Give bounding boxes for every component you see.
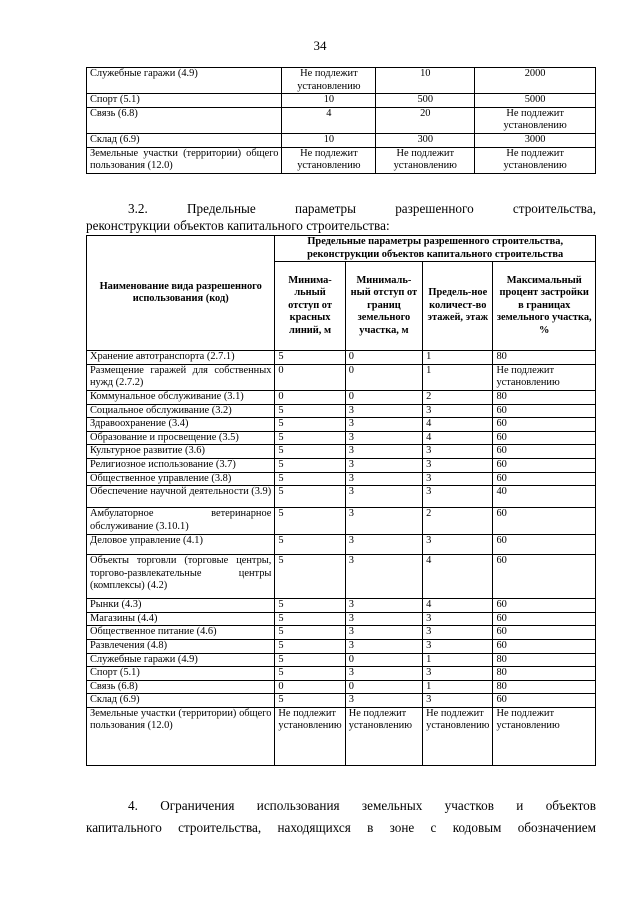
row-value-cell: 60 — [493, 639, 596, 653]
table-row — [87, 653, 596, 667]
row-value-cell: 1 — [423, 680, 493, 694]
row-value-cell: 4 — [423, 418, 493, 432]
construction-parameters-table — [86, 235, 596, 766]
row-value-cell: 3 — [423, 486, 493, 508]
table-row — [87, 351, 596, 365]
row-value-cell: 3 — [423, 445, 493, 459]
row-value-cell: 2000 — [475, 68, 596, 94]
row-value-cell: 3 — [345, 404, 422, 418]
row-value-cell: 3 — [423, 639, 493, 653]
row-value-cell: 60 — [493, 599, 596, 613]
row-name-cell: Социальное обслуживание (3.2) — [87, 404, 275, 418]
row-name-cell: Образование и просвещение (3.5) — [87, 431, 275, 445]
row-value-cell: Не подлежит установлению — [275, 707, 345, 765]
row-name-cell: Спорт (5.1) — [87, 667, 275, 681]
row-value-cell: 5 — [275, 404, 345, 418]
row-name-cell: Склад (6.9) — [87, 694, 275, 708]
row-name-cell: Земельные участки (территории) общего пользования (12.0) — [87, 707, 275, 765]
row-value-cell: 5 — [275, 445, 345, 459]
row-value-cell: 5 — [275, 418, 345, 432]
row-value-cell: 300 — [376, 133, 475, 147]
table-row — [87, 639, 596, 653]
row-value-cell: Не подлежит установлению — [282, 68, 376, 94]
table-row — [87, 599, 596, 613]
section-4-text — [86, 795, 596, 839]
header-boundary-setback: Минималь-ный отступ от границ земельного участка, м — [345, 262, 422, 351]
header-max-coverage: Максимальный процент застройки в границах земельного участка, % — [493, 262, 596, 351]
row-value-cell: 0 — [345, 680, 422, 694]
row-value-cell: Не подлежит установлению — [345, 707, 422, 765]
row-value-cell: 60 — [493, 431, 596, 445]
row-value-cell: 60 — [493, 418, 596, 432]
table-row — [87, 445, 596, 459]
row-name-cell: Здравоохранение (3.4) — [87, 418, 275, 432]
row-value-cell: 60 — [493, 445, 596, 459]
row-value-cell: 4 — [423, 599, 493, 613]
row-value-cell: 5 — [275, 431, 345, 445]
row-value-cell: 5 — [275, 694, 345, 708]
row-value-cell: 80 — [493, 653, 596, 667]
table-row — [87, 626, 596, 640]
section-3-2-line1: 3.2. Предельные параметры разрешенного строительства, — [128, 201, 596, 216]
row-value-cell: 3 — [423, 458, 493, 472]
table-row — [87, 94, 596, 108]
row-value-cell: 4 — [423, 555, 493, 599]
table-row — [87, 404, 596, 418]
row-name-cell: Размещение гаражей для собственных нужд (2.7.2) — [87, 364, 275, 390]
row-name-cell: Объекты торговли (торговые центры, торгово-развлекательные центры (комплексы) (4.2) — [87, 555, 275, 599]
table-row — [87, 667, 596, 681]
row-value-cell: 3 — [423, 694, 493, 708]
row-value-cell: 0 — [275, 364, 345, 390]
row-value-cell: 3 — [345, 431, 422, 445]
row-name-cell: Коммунальное обслуживание (3.1) — [87, 390, 275, 404]
row-name-cell: Развлечения (4.8) — [87, 639, 275, 653]
row-value-cell: 0 — [345, 653, 422, 667]
row-value-cell: 0 — [345, 390, 422, 404]
row-name-cell: Деловое управление (4.1) — [87, 535, 275, 555]
row-value-cell: 20 — [376, 107, 475, 133]
row-value-cell: 3 — [423, 472, 493, 486]
row-value-cell: 3 — [345, 418, 422, 432]
row-value-cell: 3 — [345, 626, 422, 640]
row-value-cell: 10 — [376, 68, 475, 94]
section-3-2-line2: реконструкции объектов капитального строительства: — [86, 218, 390, 233]
section-4-line1: 4. Ограничения использования земельных участков и объектов — [128, 798, 596, 813]
row-name-cell: Спорт (5.1) — [87, 94, 282, 108]
row-value-cell: 5 — [275, 472, 345, 486]
row-value-cell: 5 — [275, 486, 345, 508]
header-red-line-setback: Минима-льный отступ от красных линий, м — [275, 262, 345, 351]
table-row — [87, 472, 596, 486]
row-value-cell: 40 — [493, 486, 596, 508]
row-value-cell: 5 — [275, 612, 345, 626]
table-row — [87, 508, 596, 535]
row-value-cell: 3 — [345, 612, 422, 626]
row-value-cell: 60 — [493, 555, 596, 599]
row-value-cell: 80 — [493, 390, 596, 404]
row-value-cell: 0 — [275, 390, 345, 404]
row-name-cell: Земельные участки (территории) общего пользования (12.0) — [87, 147, 282, 173]
page-number: 34 — [313, 38, 327, 53]
row-value-cell: 4 — [423, 431, 493, 445]
row-value-cell: 3 — [345, 694, 422, 708]
row-value-cell: Не подлежит установлению — [282, 147, 376, 173]
row-name-cell: Служебные гаражи (4.9) — [87, 68, 282, 94]
row-value-cell: 5 — [275, 639, 345, 653]
row-value-cell: 3 — [345, 555, 422, 599]
row-value-cell: 60 — [493, 626, 596, 640]
row-value-cell: 80 — [493, 351, 596, 365]
row-name-cell: Религиозное использование (3.7) — [87, 458, 275, 472]
row-value-cell: 3 — [423, 612, 493, 626]
row-value-cell: 3 — [345, 472, 422, 486]
row-value-cell: 5000 — [475, 94, 596, 108]
row-name-cell: Хранение автотранспорта (2.7.1) — [87, 351, 275, 365]
row-value-cell: 0 — [345, 364, 422, 390]
row-value-cell: 4 — [282, 107, 376, 133]
section-3-2-heading — [86, 200, 596, 234]
row-value-cell: 0 — [275, 680, 345, 694]
row-value-cell: 5 — [275, 351, 345, 365]
row-value-cell: 1 — [423, 351, 493, 365]
row-value-cell: Не подлежит установлению — [475, 147, 596, 173]
row-value-cell: 3 — [345, 639, 422, 653]
row-value-cell: 5 — [275, 508, 345, 535]
row-value-cell: 5 — [275, 626, 345, 640]
row-value-cell: 5 — [275, 458, 345, 472]
row-value-cell: Не подлежит установлению — [493, 707, 596, 765]
row-value-cell: 80 — [493, 680, 596, 694]
row-value-cell: Не подлежит установлению — [376, 147, 475, 173]
table-row — [87, 147, 596, 173]
row-value-cell: 3 — [423, 535, 493, 555]
row-value-cell: 60 — [493, 508, 596, 535]
row-value-cell: 1 — [423, 653, 493, 667]
row-name-cell: Общественное питание (4.6) — [87, 626, 275, 640]
row-value-cell: 60 — [493, 404, 596, 418]
row-value-cell: Не подлежит установлению — [493, 364, 596, 390]
row-value-cell: 3000 — [475, 133, 596, 147]
row-value-cell: 3 — [423, 404, 493, 418]
row-value-cell: 3 — [345, 486, 422, 508]
row-value-cell: 60 — [493, 472, 596, 486]
row-value-cell: 10 — [282, 133, 376, 147]
table-row — [87, 486, 596, 508]
table-row — [87, 133, 596, 147]
row-value-cell: 5 — [275, 653, 345, 667]
row-name-cell: Склад (6.9) — [87, 133, 282, 147]
row-name-cell: Культурное развитие (3.6) — [87, 445, 275, 459]
row-value-cell: 5 — [275, 535, 345, 555]
table-row — [87, 418, 596, 432]
row-value-cell: 10 — [282, 94, 376, 108]
table-row — [87, 68, 596, 94]
row-value-cell: 80 — [493, 667, 596, 681]
table-row — [87, 555, 596, 599]
row-value-cell: 3 — [423, 667, 493, 681]
row-value-cell: 2 — [423, 390, 493, 404]
row-value-cell: 3 — [345, 599, 422, 613]
row-name-cell: Обеспечение научной деятельности (3.9) — [87, 486, 275, 508]
header-limit-parameters: Предельные параметры разрешенного строительства, реконструкции объектов капитального строительства — [275, 236, 596, 262]
row-value-cell: 3 — [345, 445, 422, 459]
row-value-cell: Не подлежит установлению — [475, 107, 596, 133]
table-row — [87, 694, 596, 708]
row-value-cell: Не подлежит установлению — [423, 707, 493, 765]
row-value-cell: 60 — [493, 612, 596, 626]
row-value-cell: 0 — [345, 351, 422, 365]
row-name-cell: Связь (6.8) — [87, 107, 282, 133]
row-value-cell: 3 — [345, 667, 422, 681]
parameters-table-continuation — [86, 67, 596, 174]
row-name-cell: Рынки (4.3) — [87, 599, 275, 613]
row-value-cell: 500 — [376, 94, 475, 108]
row-name-cell: Связь (6.8) — [87, 680, 275, 694]
row-value-cell: 5 — [275, 555, 345, 599]
row-value-cell: 60 — [493, 535, 596, 555]
table-row — [87, 680, 596, 694]
row-value-cell: 60 — [493, 458, 596, 472]
table-row — [87, 535, 596, 555]
row-name-cell: Амбулаторное ветеринарное обслуживание (3.10.1) — [87, 508, 275, 535]
row-value-cell: 5 — [275, 667, 345, 681]
table-row — [87, 107, 596, 133]
table-row — [87, 431, 596, 445]
row-value-cell: 5 — [275, 599, 345, 613]
row-value-cell: 1 — [423, 364, 493, 390]
row-value-cell: 2 — [423, 508, 493, 535]
row-value-cell: 3 — [345, 535, 422, 555]
table-row — [87, 364, 596, 390]
header-max-floors: Предель-ное количест-во этажей, этаж — [423, 262, 493, 351]
row-name-cell: Магазины (4.4) — [87, 612, 275, 626]
table-row — [87, 612, 596, 626]
section-4-line2: капитального строительства, находящихся в зоне с кодовым обозначением — [86, 820, 596, 835]
row-value-cell: 3 — [345, 508, 422, 535]
table-row — [87, 390, 596, 404]
row-name-cell: Служебные гаражи (4.9) — [87, 653, 275, 667]
row-value-cell: 3 — [345, 458, 422, 472]
row-value-cell: 3 — [423, 626, 493, 640]
header-use-type: Наименование вида разрешенного использования (код) — [87, 236, 275, 351]
row-value-cell: 60 — [493, 694, 596, 708]
row-name-cell: Общественное управление (3.8) — [87, 472, 275, 486]
table-row — [87, 707, 596, 765]
table-row — [87, 458, 596, 472]
